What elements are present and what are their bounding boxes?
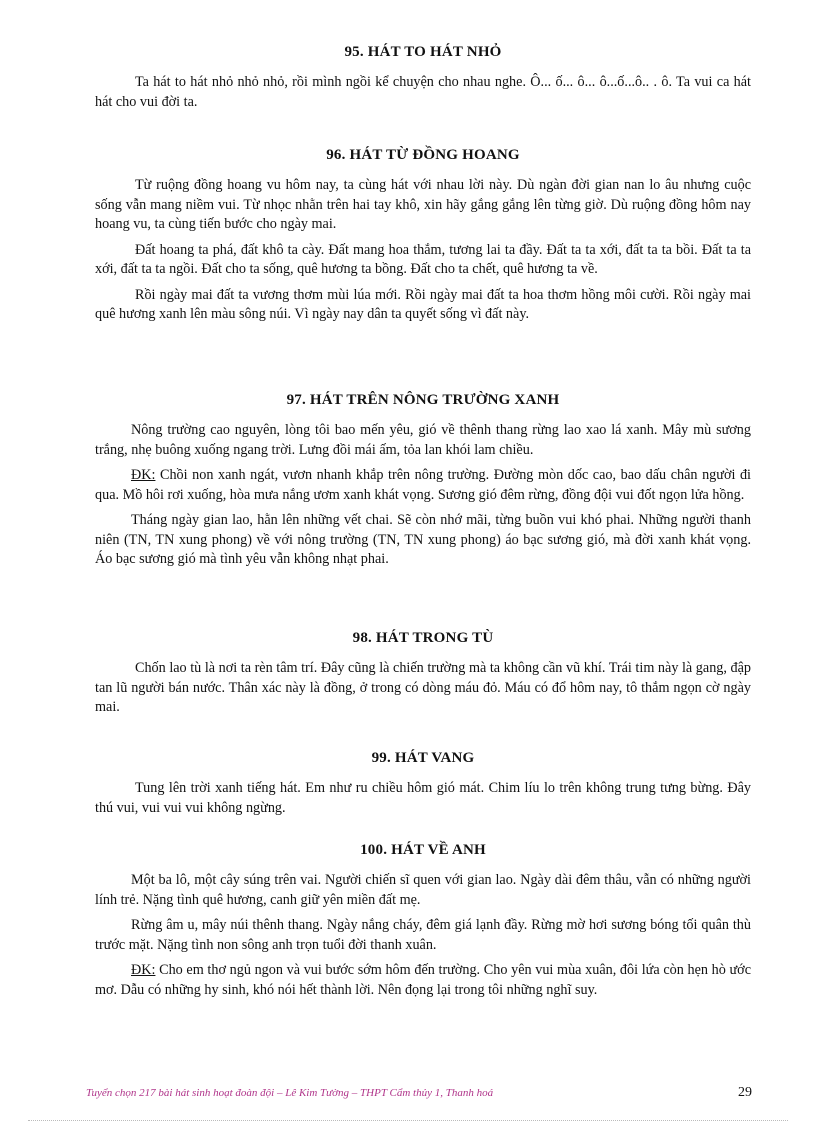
song-paragraph: Chốn lao tù là nơi ta rèn tâm trí. Đây cũng là chiến trường mà ta không cần vũ khí. Trái tim này là gang, đập tan lũ người bán nước. Thân xác này là đồng, ở trong có dòng máu đỏ. Máu có đổ hôm nay, tô thắm ngọn cờ ngày mai.: [95, 660, 751, 715]
chorus-label: ĐK:: [131, 962, 156, 978]
song-title: 97. HÁT TRÊN NÔNG TRƯỜNG XANH: [286, 392, 560, 408]
chorus-text: Chồi non xanh ngát, vươn nhanh khắp trên nông trường. Đường mòn dốc cao, bao dấu chân người đi qua. Mồ hôi rơi xuống, hòa mưa nắng ươm xanh khát vọng. Sương gió đêm rừng, đồng đội vui đốt ngọn lửa hồng.: [95, 467, 751, 503]
song-paragraph: Ta hát to hát nhỏ nhỏ nhỏ, rồi mình ngồi kể chuyện cho nhau nghe. Ô... ố... ô... ô...ố...ô.. . ô. Ta vui ca hát hát cho vui đời ta.: [95, 74, 751, 110]
song-98: [95, 630, 751, 724]
song-title: 98. HÁT TRONG TÙ: [352, 630, 494, 646]
song-paragraph: Đất hoang ta phá, đất khô ta cày. Đất mang hoa thắm, tương lai ta đầy. Đất ta ta xới, đất ta ta bồi. Đất ta ta xới, đất ta ta ngồi. Đất cho ta sống, quê hương ta bồng. Đất cho ta chết, quê hương ta về.: [95, 241, 751, 277]
song-title: 99. HÁT VANG: [371, 750, 475, 766]
footer-divider: [28, 1120, 788, 1121]
song-96: [95, 147, 751, 331]
song-paragraph: Rồi ngày mai đất ta vương thơm mùi lúa mới. Rồi ngày mai đất ta hoa thơm hồng môi cười. Rồi ngày mai quê hương xanh lên màu sông núi. Vì ngày nay dân ta quyết sống vì đất này.: [95, 286, 751, 322]
chorus-label: ĐK:: [131, 467, 156, 483]
song-title: 95. HÁT TO HÁT NHỎ: [344, 44, 502, 60]
song-paragraph: Tháng ngày gian lao, hằn lên những vết chai. Sẽ còn nhớ mãi, từng buồn vui khó phai. Những người thanh niên (TN, TN xung phong) về với nông trường (TN, TN xung phong) áo bạc sương gió, mà đời xanh khát vọng. Áo bạc sương gió mà tình yêu vẫn không nhạt phai.: [95, 512, 751, 567]
song-100: [95, 842, 751, 1006]
page-footer: [86, 1085, 752, 1101]
song-paragraph: Nông trường cao nguyên, lòng tôi bao mến yêu, gió về thênh thang rừng lao xao lá xanh. Mây mù sương trắng, nhẹ buông xuống ngang trời. Lưng đồi mái ấm, tỏa lan khói lam chiều.: [95, 422, 751, 458]
song-title: 96. HÁT TỪ ĐỒNG HOANG: [326, 147, 520, 163]
song-99: [95, 750, 751, 824]
song-paragraph: Rừng âm u, mây núi thênh thang. Ngày nắng cháy, đêm giá lạnh đầy. Rừng mờ hơi sương bóng tối quân thù trước mặt. Nặng tình non sông anh trọn tuổi đời thanh xuân.: [95, 917, 751, 953]
song-95: [95, 44, 751, 118]
song-97: [95, 392, 751, 576]
chorus-paragraph: [95, 466, 751, 505]
song-paragraph: Từ ruộng đồng hoang vu hôm nay, ta cùng hát với nhau lời này. Dù ngàn đời gian nan lo âu nhưng cuộc sống vẫn mang niềm vui. Từ nhọc nhằn trên hai tay khô, xin hãy gắng gắng lên từng giờ. Dù ruộng đồng hôm nay hoang vu, ta cùng tiến bước cho ngày mai.: [95, 177, 751, 232]
footer-credit: Tuyển chọn 217 bài hát sinh hoạt đoàn đội – Lê Kim Tường – THPT Cẩm thủy 1, Thanh hoá: [86, 1087, 494, 1099]
page-number: 29: [738, 1085, 752, 1100]
song-paragraph: Một ba lô, một cây súng trên vai. Người chiến sĩ quen với gian lao. Ngày dài đêm thâu, vẫn có những người lính trẻ. Nặng tình quê hương, canh giữ yên miền đất mẹ.: [95, 872, 751, 908]
song-paragraph: Tung lên trời xanh tiếng hát. Em như ru chiều hôm gió mát. Chim líu lo trên không trung tưng bừng. Đây thú vui, vui vui vui không ngừng.: [95, 780, 751, 816]
song-title: 100. HÁT VỀ ANH: [360, 842, 486, 858]
chorus-paragraph: [95, 961, 751, 1000]
chorus-text: Cho em thơ ngủ ngon và vui bước sớm hôm đến trường. Cho yên vui mùa xuân, đôi lứa còn hẹn hò ước mơ. Dẫu có những hy sinh, khó nói hết thành lời. Nên đọng lại trong tôi những nghĩ suy.: [95, 962, 751, 998]
